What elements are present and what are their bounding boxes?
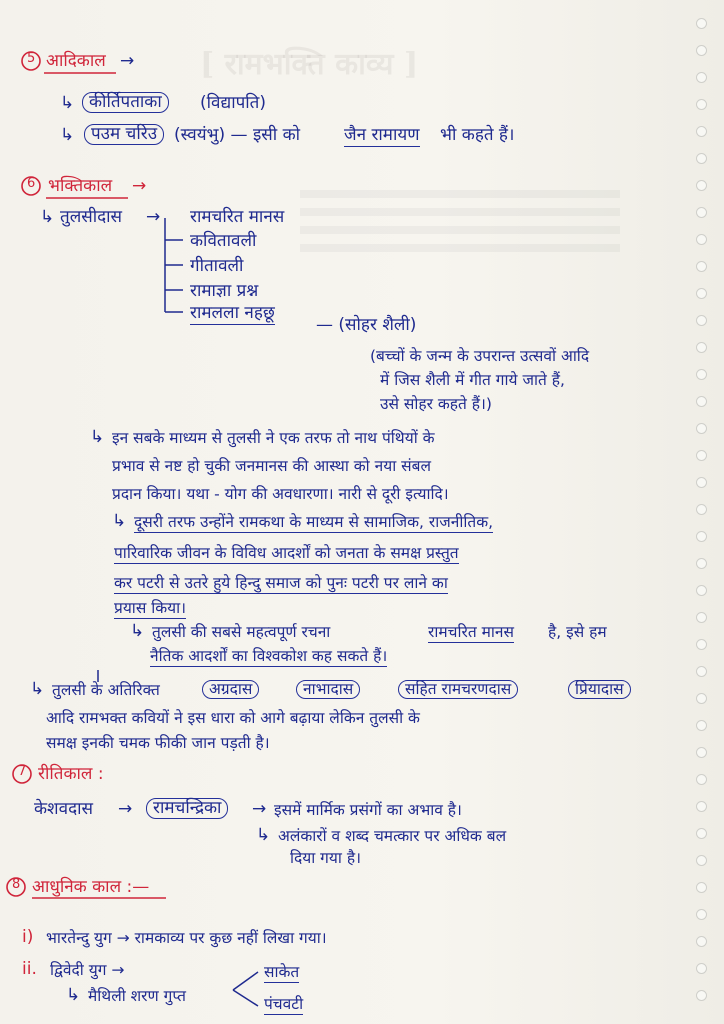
- tulsidas-to-works: →: [146, 207, 161, 227]
- p2-line-2: पारिवारिक जीवन के विविध आदर्शों को जनता के समक्ष प्रस्तुत: [114, 545, 459, 564]
- s8-i1-num: i): [22, 927, 34, 947]
- s7-point-2: अलंकारों व शब्द चमत्कार पर अधिक बल: [278, 827, 507, 845]
- s7-pt1-arrow: →: [252, 799, 267, 819]
- p4-arrow: ↳: [30, 679, 45, 699]
- work-ramlala: रामलला नहछू: [190, 303, 275, 323]
- poet-priyadas: प्रियादास: [568, 680, 631, 699]
- s7-point-2-cont: दिया गया है।: [290, 849, 361, 867]
- maithili-gupt: मैथिली शरण गुप्त: [88, 987, 186, 1005]
- work-ramcharitmanas: रामचरित मानस: [190, 207, 285, 227]
- s5-l2-end: भी कहते हैं।: [440, 125, 515, 145]
- p2-line-3: कर पटरी से उतरे हुये हिन्दु समाज को पुनः पटरी पर लाने का: [114, 575, 448, 594]
- s8-number: 8: [12, 877, 21, 892]
- works-bracket: [165, 218, 183, 312]
- kirtipataka-box: कीर्तिपताका: [82, 92, 169, 113]
- s7-pt2-arrow: ↳: [256, 825, 271, 845]
- work-panchvati: पंचवटी: [264, 996, 303, 1015]
- sohar-note-line-3: उसे सोहर कहते हैं।): [380, 395, 492, 413]
- s5-arrow: →: [120, 51, 135, 71]
- poet-nabhadas: नाभादास: [296, 680, 360, 699]
- p2-arrow: ↳: [112, 511, 127, 531]
- poet-ramcharandas: सहित रामचरणदास: [398, 680, 518, 699]
- jain-ramayan: जैन रामायण: [344, 125, 420, 145]
- s6-title: भक्तिकाल: [48, 176, 113, 196]
- s8-i2-num: ii.: [22, 959, 37, 979]
- maithili-arrow: ↳: [66, 985, 81, 1005]
- p3-b: है, इसे हम: [548, 623, 607, 641]
- p3-line-2: नैतिक आदर्शों का विश्वकोश कह सकते हैं।: [150, 648, 387, 667]
- tulsidas-arrow: ↳: [40, 207, 55, 227]
- s7-number: 7: [18, 764, 27, 779]
- sohar-note-line-1: (बच्चों के जन्म के उपरान्त उत्सवों आदि: [370, 347, 590, 365]
- poet-agradas: अग्रदास: [202, 680, 259, 699]
- s5-l1-arrow: ↳: [60, 93, 75, 113]
- s8-title: आधुनिक काल :—: [32, 877, 150, 897]
- work-saket: साकेत: [264, 964, 299, 983]
- p1-line-3: प्रदान किया। यथा - योग की अवधारणा। नारी से दूरी इत्यादि।: [112, 485, 449, 503]
- p1-line-1: इन सबके माध्यम से तुलसी ने एक तरफ तो नाथ पंथियों के: [112, 429, 435, 447]
- s7-title: रीतिकाल :: [38, 764, 104, 784]
- keshav-arrow: →: [118, 799, 133, 819]
- s5-l2-arrow: ↳: [60, 125, 75, 145]
- s5-l2-rest: (स्वयंभु) — इसी को: [174, 125, 301, 145]
- p3-a: तुलसी की सबसे महत्वपूर्ण रचना: [152, 623, 331, 641]
- work-gitavali: गीतावली: [190, 256, 244, 276]
- work-kavitavali: कवितावली: [190, 231, 257, 251]
- maithili-split: [233, 972, 258, 1006]
- p1-arrow: ↳: [90, 427, 105, 447]
- s5-title: आदिकाल: [46, 51, 106, 71]
- bleed-through-text: [ रामभक्ति काव्य ]: [200, 47, 419, 82]
- p4-line-3: समक्ष इनकी चमक फीकी जान पड़ती है।: [46, 734, 270, 752]
- p4-a: तुलसी के अतिरिक्त: [52, 681, 160, 699]
- tulsidas-label: तुलसीदास: [60, 207, 123, 227]
- p3-ramcharitmanas: रामचरित मानस: [428, 624, 514, 643]
- p3-arrow: ↳: [130, 621, 145, 641]
- p4-line-2: आदि रामभक्त कवियों ने इस धारा को आगे बढ़ाया लेकिन तुलसी के: [46, 709, 420, 727]
- p2-line-1: दूसरी तरफ उन्होंने रामकथा के माध्यम से सामाजिक, राजनीतिक,: [134, 514, 493, 533]
- sohar-note-line-2: में जिस शैली में गीत गाये जाते हैं,: [380, 371, 565, 389]
- s5-l1-rest: (विद्यापति): [200, 93, 266, 113]
- p2-line-4: प्रयास किया।: [114, 600, 186, 619]
- paumchariu-box: पउम चरिउ: [84, 124, 164, 145]
- s5-number: 5: [27, 51, 36, 66]
- dwivedi-yug: द्विवेदी युग →: [50, 961, 125, 979]
- p1-line-2: प्रभाव से नष्ट हो चुकी जनमानस की आस्था को नया संबल: [112, 457, 431, 475]
- s6-arrow: →: [132, 176, 147, 196]
- keshavdas: केशवदास: [34, 799, 93, 819]
- s6-number: 6: [27, 176, 36, 191]
- bhartendu-yug: भारतेन्दु युग → रामकाव्य पर कुछ नहीं लिखा गया।: [46, 929, 327, 947]
- work-ramagya: रामाज्ञा प्रश्न: [190, 281, 259, 301]
- sohar-style: — (सोहर शैली): [316, 315, 417, 335]
- ramchandrika-box: रामचन्द्रिका: [146, 798, 228, 819]
- s7-point-1: इसमें मार्मिक प्रसंगों का अभाव है।: [274, 801, 462, 819]
